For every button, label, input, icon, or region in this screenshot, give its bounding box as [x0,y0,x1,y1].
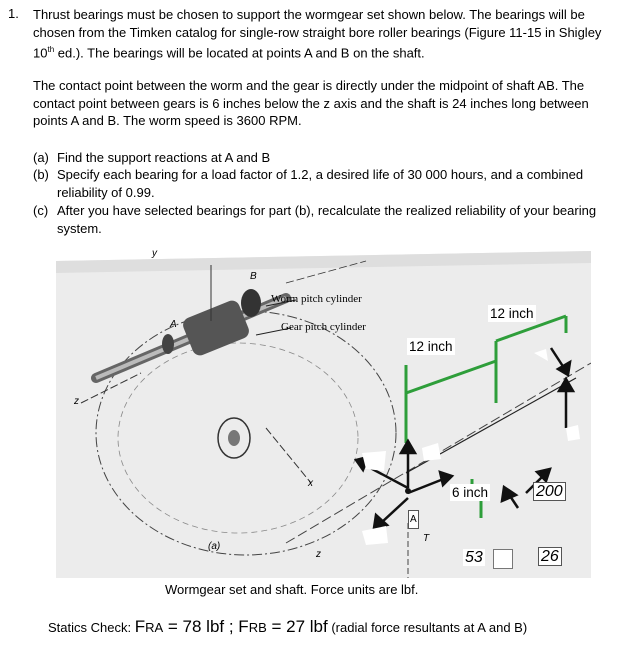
contact-description: The contact point between the worm and the gear is directly under the midpoint of shaft AB. The contact point between gears is 6 inches below the z axis and the shaft is 24 inches long between points A and B. The worm speed is 3600 RPM. [33,78,589,128]
part-b [33,166,608,201]
dim-12-inch-right: 12 inch [490,306,534,321]
force-26-label: 26 [538,547,562,566]
wormgear-figure [56,243,591,578]
gear-pitch-label: Gear pitch cylinder [281,321,366,333]
axis-x-label: x [308,478,313,489]
point-A-label: A [170,319,177,330]
figure-caption: Wormgear set and shaft. Force units are lbf. [165,582,419,597]
part-a [33,149,608,167]
part-c-tag: (c) [33,203,49,218]
problem-number: 1. [8,6,19,21]
force-53-label: 53 [465,549,483,566]
worm-pitch-label: Worm pitch cylinder [271,293,362,305]
gear-bore [228,430,240,446]
force-200-label: 200 [533,482,566,501]
point-B-label: B [250,271,257,282]
part-a-tag: (a) [33,150,49,165]
contact-point [405,488,411,494]
point-A-box-label: A [408,510,419,529]
problem-statement: Thrust bearings must be chosen to support the wormgear set shown below. The bearings will be chosen from the Timken catalog for single-row straight bore roller bearings (Figure 11-15 in Shigley 10th ed.). The bearings will be located at points A and B on the shaft. [33,7,602,61]
bearing-A [162,334,174,354]
axis-z-label: z [74,396,79,407]
bearing-B [241,289,261,317]
sub-figure-label: (a) [208,541,221,552]
part-a-text: Find the support reactions at A and B [57,150,271,165]
axis-y-label: y [152,248,157,259]
statics-check: Statics Check: FRA = 78 lbf ; FRB = 27 lbf (radial force resultants at A and B) [48,617,528,636]
part-c [33,202,608,237]
blank-box [493,549,513,569]
dim-12-inch-left: 12 inch [409,339,453,354]
part-c-text: After you have selected bearings for part (b), recalculate the realized reliability of your bearing system. [57,203,597,236]
part-b-tag: (b) [33,167,49,182]
axis-z2-label: z [316,549,321,560]
point-T-label: T [423,533,430,544]
part-b-text: Specify each bearing for a load factor of 1.2, a desired life of 30 000 hours, and a combined reliability of 0.99. [57,167,584,200]
dim-6-inch: 6 inch [452,485,489,500]
